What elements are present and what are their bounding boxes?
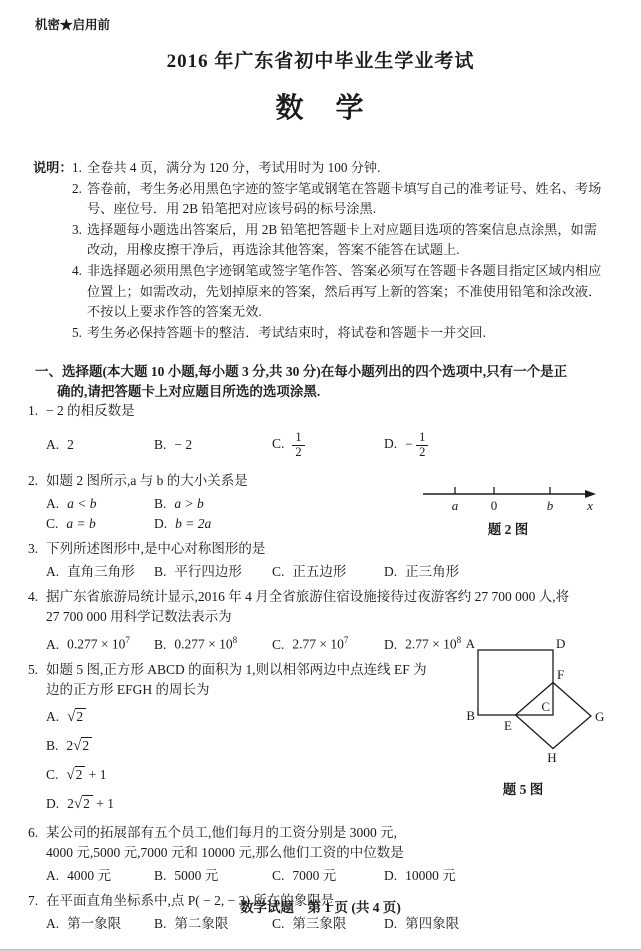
confidential-label: 机密★启用前 — [35, 18, 111, 32]
question-number: 6. — [28, 824, 39, 840]
question-stem: 如题 2 图所示,a 与 b 的大小关系是 — [46, 473, 248, 488]
option-d: D. 第四象限 — [384, 915, 460, 931]
minus-sign: − — [405, 436, 413, 452]
sqrt-expression: 2√2 + 1 — [67, 795, 114, 812]
subject-title: 数 学 — [275, 93, 366, 124]
options-row — [46, 424, 611, 466]
question-number: 7. — [28, 892, 39, 908]
axis-arrow — [585, 490, 596, 498]
question-stem-line2: 4000 元,5000 元,7000 元和 10000 元,那么他们工资的中位数是 — [46, 844, 404, 860]
question-number: 1. — [28, 403, 39, 418]
instruction-number: 4. — [72, 262, 82, 278]
instruction-text: 选择题每小题选出答案后，用 2B 铅笔把答题卡上对应题目选项的答案信息点涂黑，如需改动，用橡皮擦干净后，再选涂其他答案，答案不能答在试题上. — [87, 221, 597, 258]
vertex-label-d: D — [556, 638, 566, 651]
section-heading — [35, 362, 610, 401]
option-d: D. 2√2 + 1 — [46, 795, 114, 812]
radical-sign: √ — [73, 737, 82, 754]
tick-label-b: b — [546, 498, 554, 513]
option-c: C. $\frac{1}{2}$ — [272, 431, 384, 460]
vertex-label-f: F — [557, 667, 565, 682]
vertex-label-a: A — [465, 638, 475, 651]
question-1 — [28, 401, 611, 466]
instruction-item — [72, 261, 605, 323]
instruction-number: 1. — [72, 160, 82, 175]
option-a: A. 第一象限 — [46, 915, 122, 931]
option-c: C. √2 + 1 — [46, 766, 107, 783]
figure-caption: 题 5 图 — [502, 782, 544, 797]
option-c: C. $2.77 \times 10^7$ — [272, 635, 349, 652]
page-footer: 数学试题 第 1 页 (共 4 页) — [240, 900, 401, 915]
radical-sign: √ — [66, 766, 75, 783]
instruction-item — [72, 220, 605, 261]
option-d: D. 正三角形 — [384, 564, 460, 579]
radical-sign: √ — [67, 708, 76, 725]
option-b: B. 2√2 — [46, 734, 611, 758]
sqrt-expression: √2 — [67, 707, 86, 727]
option-b: B. 平行四边形 — [154, 564, 242, 579]
option-b: B. $0.277 \times 10^8$ — [154, 635, 238, 652]
fraction: $\frac{1}{2}$ — [416, 431, 428, 460]
instructions-label: 说明： — [33, 160, 73, 175]
question-number: 3. — [28, 541, 39, 556]
question-6 — [28, 823, 611, 886]
square-figure — [458, 638, 608, 798]
instruction-number: 3. — [72, 221, 82, 237]
question-number: 5. — [28, 661, 39, 677]
question-stem-line1: 据广东省旅游局统计显示,2016 年 4 月全省旅游住宿设施接待过夜游客约 27 700 000 人,将 — [46, 589, 570, 604]
exponent: 8 — [456, 635, 462, 645]
instruction-number: 5. — [72, 324, 82, 340]
option-c: C. a = b — [46, 516, 96, 531]
vertex-label-h: H — [547, 750, 557, 764]
section-heading-line2: 确的,请把答题卡上对应题目所选的选项涂黑. — [57, 383, 321, 399]
option-b: B. 5000 元 — [154, 867, 219, 883]
question-stem-line2: 27 700 000 用科学记数法表示为 — [46, 609, 232, 624]
instruction-item — [72, 323, 605, 344]
option-c: C. 7000 元 — [272, 867, 337, 883]
tick-label-a: a — [451, 498, 459, 513]
instructions-block — [33, 158, 605, 343]
options-row — [46, 914, 611, 934]
question-stem-line1: 如题 5 图,正方形 ABCD 的面积为 1,则以相邻两边中点连线 EF 为 — [46, 661, 427, 677]
instruction-number: 2. — [72, 180, 82, 196]
figure-caption: 题 2 图 — [487, 522, 529, 537]
option-d: D. b = 2a — [154, 516, 212, 531]
options-row — [46, 866, 611, 886]
option-d: D. $2.77 \times 10^8$ — [384, 635, 462, 652]
question-stem: 下列所述图形中,是中心对称图形的是 — [46, 541, 266, 556]
exponent: 8 — [232, 635, 238, 645]
option-d: D. − $\frac{1}{2}$ — [384, 431, 611, 460]
option-a: A. 2 — [46, 437, 74, 452]
options-rows — [46, 494, 346, 534]
instructions-list — [72, 158, 605, 343]
option-a: A. 4000 元 — [46, 867, 111, 883]
sqrt-expression: √2 + 1 — [66, 766, 107, 783]
question-stem-line2: 边的正方形 EFGH 的周长为 — [46, 681, 210, 697]
question-number: 2. — [28, 473, 39, 488]
exam-title: 2016 年广东省初中毕业生学业考试 — [166, 51, 475, 72]
option-b: B. a > b — [154, 496, 204, 511]
exponent: 7 — [125, 635, 130, 645]
vertex-label-b: B — [466, 708, 475, 723]
instruction-text: 全卷共 4 页，满分为 120 分，考试用时为 100 分钟. — [87, 160, 381, 175]
option-c: C. 正五边形 — [272, 564, 347, 579]
vertex-label-g: G — [595, 709, 605, 724]
option-a: A. 直角三角形 — [46, 564, 135, 579]
vertex-label-e: E — [504, 718, 512, 733]
instruction-text: 答卷前，考生务必用黑色字迹的签字笔或钢笔在答题卡填写自己的准考证号、姓名、考场号、座位号．用 2B 铅笔把对应该号码的标号涂黑. — [87, 180, 602, 217]
question-3 — [28, 539, 611, 582]
instruction-item — [72, 158, 605, 179]
option-a: A. √2 — [46, 705, 611, 729]
exponent: 7 — [343, 635, 349, 645]
sqrt-expression: 2√2 — [66, 736, 92, 756]
question-number: 4. — [28, 589, 39, 604]
question-stem: 在平面直角坐标系中,点 P( − 2, − 3) 所在的象限是 — [46, 892, 335, 908]
option-a: A. $0.277 \times 10^7$ — [46, 635, 130, 652]
axis-label-x: x — [587, 498, 593, 513]
instruction-text: 非选择题必须用黑色字迹钢笔或签字笔作答、答案必须写在答题卡各题目指定区域内相应位置上；如需改动，先划掉原来的答案，然后再写上新的答案；不准使用铅笔和涂改液．不按以上要求作答的答案无效. — [87, 262, 602, 320]
tick-label-0: 0 — [490, 498, 498, 513]
square-svg — [458, 638, 608, 764]
option-b: B. 第二象限 — [154, 915, 229, 931]
instruction-item — [72, 179, 605, 220]
question-stem: − 2 的相反数是 — [46, 403, 135, 418]
vertex-label-c: C — [541, 699, 550, 714]
section-heading-line1: 一、选择题(本大题 10 小题,每小题 3 分,共 30 分)在每小题列出的四个选项中,只有一个是正 — [35, 364, 568, 379]
options-row — [46, 562, 611, 582]
option-c: C. 第三象限 — [272, 915, 347, 931]
option-a: A. a < b — [46, 496, 97, 511]
fraction: $\frac{1}{2}$ — [292, 431, 304, 460]
option-b: B. − 2 — [154, 437, 193, 452]
numberline-figure — [420, 474, 600, 538]
numberline-svg — [420, 474, 600, 514]
radical-sign: √ — [73, 795, 83, 812]
instruction-text: 考生务必保持答题卡的整洁．考试结束时，将试卷和答题卡一并交回. — [87, 324, 486, 340]
question-stem-line1: 某公司的拓展部有五个员工,他们每月的工资分别是 3000 元, — [46, 824, 397, 840]
option-d: D. 10000 元 — [384, 867, 456, 883]
